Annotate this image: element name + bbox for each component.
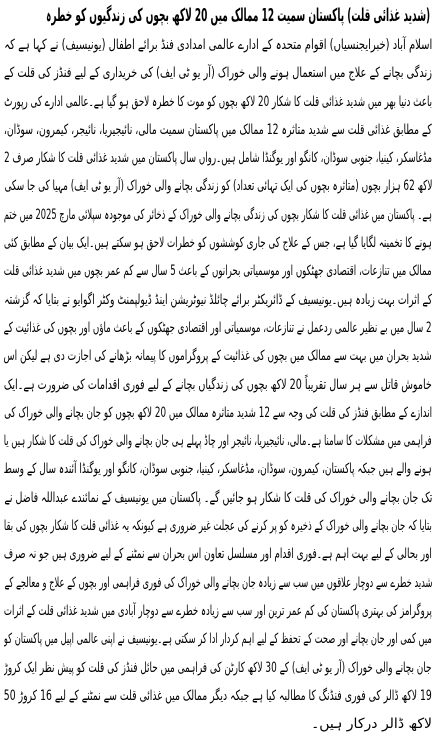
article-line	[4, 116, 432, 144]
article-line-text: مڈغاسکر، کینیا، جنوبی سوڈان، کانگو اور یوگنڈا شامل ہیں۔رواں سال پاکستان میں شدید غذائی قلت کا شکار صرف 2	[4, 150, 432, 167]
article-line	[4, 31, 432, 59]
article-line	[4, 144, 432, 172]
article-line-text: لاکھ ڈالر درکار ہیں۔	[311, 716, 432, 733]
article-body	[4, 31, 432, 738]
article-line	[4, 654, 432, 682]
article-line	[4, 286, 432, 314]
article-line	[4, 625, 432, 653]
article-line	[4, 682, 432, 710]
article-line	[4, 597, 432, 625]
article-line	[4, 710, 432, 738]
article-line	[4, 371, 432, 399]
article-line-text: ہونے کا تخمینہ لگایا گیا ہے، جس کے علاج کی جاری کوششوں کو خطرات لاحق ہو سکتے ہیں۔ایک بیان کے مطابق کئی	[4, 235, 432, 252]
article-line	[4, 88, 432, 116]
article-line	[4, 229, 432, 257]
article-line-text: شدید بحران میں بہت سے ممالک میں بچوں کی غذائیت کے پروگراموں کا پیمانہ بڑھانے کی اجازت دی ہے لیکن اس	[4, 348, 432, 365]
article-line	[4, 512, 432, 540]
article-line-text: کے اثرات بہت زیادہ ہیں۔یونیسیف کے ڈائریکٹر برائے چائلڈ نیوٹریشن اینڈ ڈیولپمنٹ وکٹر اگوایو نے بتایا کہ گزشتہ	[4, 291, 432, 308]
article-line	[4, 172, 432, 200]
article-line-text: میں کمی اور جان بچانے اور صحت کے تحفظ کے لیے اہم کردار ادا کر سکتی ہے۔یونیسیف نے اپنی عالمی اپیل میں پاکستان کو	[4, 631, 432, 648]
article-line-text: ہے۔ پاکستان میں غذائی قلت کا شکار بچوں کی زندگی بچانے والی خوراک کے ذخائر کی موجودہ سپلائی مارچ 2025 میں ختم	[4, 206, 432, 223]
article-line-text: بتایا کہ جان بچانے والی خوراک کے ذخیرہ کو پر کرنے کی عجلت غیر ضروری ہے کیونکہ یہ غذائی قلت کا شکار بچوں کی بقا	[4, 518, 432, 535]
article-line-text: جان بچانے والی خوراک (آر یو ٹی ایف) کے 30 لاکھ کارٹن کی فراہمی میں حائل فنڈز کی قلت کو پیش نظر ایک کروڑ	[4, 659, 432, 676]
article-line-text: ہونے والے ہیں جبکہ پاکستان، کیمرون، سوڈان، مڈغاسکر، کینیا، جنوبی سوڈان، کانگو اور یوگنڈا آئندہ سال کے وسط	[4, 461, 432, 478]
article-line	[4, 484, 432, 512]
article-line	[4, 314, 432, 342]
article-line	[4, 427, 432, 455]
article-line	[4, 540, 432, 568]
article-line-text: اسلام آباد (خبرایجنسیاں) اقوام متحدہ کے ادارے عالمی امدادی فنڈ برائے اطفال (یونیسیف) نے کہا ہے کہ	[4, 37, 432, 53]
article-line	[4, 257, 432, 285]
article-line	[4, 569, 432, 597]
article-line-text: تک جان بچانے والی خوراک کی قلت کا شکار ہو جائیں گے۔ پاکستان میں یونیسیف کے نمائندے عبداللہ فاضل نے	[4, 489, 432, 506]
article-line-text: لاکھ 62 ہزار بچوں (متاثرہ بچوں کی ایک تہائی تعداد) کو زندگی بچانے والی خوراک (آر یو ٹی ایف) مہیا کی جا سکی	[4, 178, 432, 195]
article-line	[4, 201, 432, 229]
headline-text: (شدید غذائی قلت) پاکستان سمیت 12 ممالک میں 20 لاکھ بچوں کی زندگیوں کو خطرہ	[46, 5, 430, 26]
article-line-text: اور بحالی کے لیے بہت اہم ہے۔فوری اقدام اور مسلسل تعاون اس بحران سے نمٹنے کے لیے ضروری ہیں جو نہ صرف	[4, 546, 432, 563]
article-line-text: فراہمی میں مشکلات کا سامنا ہے۔مالی، نائیجیریا، نائیجر اور چاڈ پہلے ہی جان بچانے والی خوراک کی قلت کا شکار ہیں یا	[4, 433, 432, 450]
headline	[4, 1, 432, 31]
article-line-text: 19 لاکھ ڈالر کی فوری فنڈنگ کا مطالبہ کیا ہے جبکہ دیگر ممالک میں غذائی قلت سے نمٹنے کے لیے 16 کروڑ 50	[4, 687, 432, 704]
article-line	[4, 399, 432, 427]
article-line-text: ممالک میں تنازعات، اقتصادی جھٹکوں اور موسمیاتی بحرانوں کے باعث 5 سال سے کم عمر بچوں میں شدید غذائی قلت	[4, 263, 432, 280]
article-line-text: شدید خطرے سے دوچار علاقوں میں سب سے زیادہ جان بچانے والی خوراک کی فوری فراہمی اور بچوں کے علاج و معالجے کے	[4, 574, 432, 591]
article-line	[4, 342, 432, 370]
article-line-text: خاموش قاتل سے ہر سال تقریباً 20 لاکھ بچوں کی زندگیاں بچانے کے لیے فوری اقدامات کی ضرورت ہے۔ایک	[4, 376, 432, 393]
article-line-text: زندگی بچانے کے علاج میں استعمال ہونے والی خوراک (آر یو ٹی ایف) کی خریداری کے لیے فنڈز کی قلت کے	[4, 65, 432, 82]
article-line-text: اندازے کے مطابق فنڈز کی قلت کی وجہ سے 12 شدید متاثرہ ممالک میں 20 لاکھ بچوں کو جان بچانے والی خوراک کی	[4, 404, 432, 421]
article-line-text: کے مطابق غذائی قلت سے شدید متاثرہ 12 ممالک میں پاکستان سمیت مالی، نائیجیریا، نائیجر، کیمرون، سوڈان،	[4, 121, 432, 138]
article-line-text: پروگرامز کی بہتری پاکستان کی کم عمر ترین اور سب سے زیادہ خطرے سے دوچار آبادی میں شدید غذائی قلت کے اثرات	[4, 602, 432, 619]
article-line-text: باعث دنیا بھر میں شدید غذائی قلت کا شکار 20 لاکھ بچوں کو موت کا خطرہ لاحق ہو گیا ہے۔عالمی ادارے کی رپورٹ	[4, 93, 432, 110]
article-line-text: 2 سال میں بے نظیر عالمی ردعمل نے تنازعات، موسمیاتی اور اقتصادی جھٹکوں کے باعث ماؤں اور بچوں کی غذائیت کے	[4, 319, 432, 336]
article-line	[4, 59, 432, 87]
article-line	[4, 455, 432, 483]
